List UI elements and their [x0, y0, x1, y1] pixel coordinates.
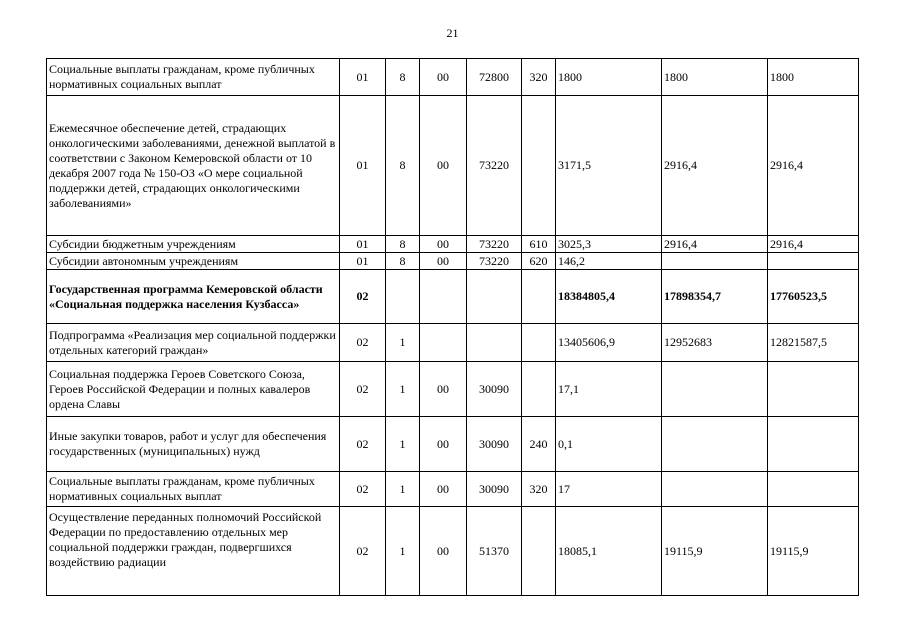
row-value-year2: 17898354,7: [662, 270, 768, 324]
table-row: [47, 236, 859, 253]
row-value-year2: 1800: [662, 59, 768, 96]
row-name: Иные закупки товаров, работ и услуг для обеспечения государственных (муниципальных) нужд: [47, 417, 340, 472]
row-code-event: 00: [420, 417, 467, 472]
budget-table: [46, 58, 859, 596]
row-code-subprogram: 1: [386, 472, 420, 507]
row-value-year1: 3171,5: [556, 96, 662, 236]
row-code-event: [420, 324, 467, 362]
row-code-section: 01: [340, 236, 386, 253]
row-value-year3: 17760523,5: [768, 270, 859, 324]
row-name: Субсидии автономным учреждениям: [47, 253, 340, 270]
row-value-year2: [662, 253, 768, 270]
row-value-year2: [662, 417, 768, 472]
table-row: [47, 253, 859, 270]
row-value-year3: 1800: [768, 59, 859, 96]
row-code-subprogram: 8: [386, 59, 420, 96]
row-code-section: 01: [340, 96, 386, 236]
row-name: Государственная программа Кемеровской области «Социальная поддержка населения Кузбасса»: [47, 270, 340, 324]
row-value-year2: [662, 362, 768, 417]
row-code-direction: 30090: [467, 362, 522, 417]
row-code-expense-type: [522, 324, 556, 362]
row-value-year3: 19115,9: [768, 507, 859, 596]
row-value-year1: 3025,3: [556, 236, 662, 253]
row-code-section: 02: [340, 507, 386, 596]
row-code-event: 00: [420, 96, 467, 236]
row-code-direction: 73220: [467, 96, 522, 236]
row-code-event: 00: [420, 253, 467, 270]
table-row: [47, 270, 859, 324]
row-value-year3: [768, 417, 859, 472]
row-value-year2: 12952683: [662, 324, 768, 362]
row-name: Осуществление переданных полномочий Российской Федерации по предоставлению отдельных мер социальной поддержки граждан, подвергшихся воздействию радиации: [47, 507, 340, 596]
row-code-expense-type: 620: [522, 253, 556, 270]
row-code-section: 02: [340, 472, 386, 507]
table-row: [47, 472, 859, 507]
row-code-expense-type: 320: [522, 472, 556, 507]
row-code-section: 02: [340, 417, 386, 472]
row-code-subprogram: 1: [386, 362, 420, 417]
row-code-direction: 51370: [467, 507, 522, 596]
row-code-subprogram: 8: [386, 96, 420, 236]
row-value-year3: 2916,4: [768, 96, 859, 236]
row-code-direction: [467, 270, 522, 324]
row-value-year3: 2916,4: [768, 236, 859, 253]
row-code-event: 00: [420, 362, 467, 417]
row-code-expense-type: [522, 270, 556, 324]
row-code-section: 01: [340, 253, 386, 270]
row-code-direction: [467, 324, 522, 362]
row-value-year1: 17: [556, 472, 662, 507]
row-value-year1: 18085,1: [556, 507, 662, 596]
row-code-expense-type: [522, 507, 556, 596]
table-row: [47, 324, 859, 362]
row-code-event: [420, 270, 467, 324]
row-code-subprogram: 8: [386, 253, 420, 270]
row-code-section: 02: [340, 270, 386, 324]
row-code-expense-type: [522, 96, 556, 236]
row-name: Социальные выплаты гражданам, кроме публичных нормативных социальных выплат: [47, 59, 340, 96]
row-value-year1: 1800: [556, 59, 662, 96]
row-value-year1: 17,1: [556, 362, 662, 417]
row-code-direction: 72800: [467, 59, 522, 96]
row-code-expense-type: [522, 362, 556, 417]
row-code-event: 00: [420, 507, 467, 596]
table-row: [47, 59, 859, 96]
row-value-year2: [662, 472, 768, 507]
row-name: Социальная поддержка Героев Советского Союза, Героев Российской Федерации и полных кавалеров ордена Славы: [47, 362, 340, 417]
table-row: [47, 417, 859, 472]
row-code-direction: 30090: [467, 472, 522, 507]
row-value-year3: [768, 472, 859, 507]
row-name: Подпрограмма «Реализация мер социальной поддержки отдельных категорий граждан»: [47, 324, 340, 362]
row-value-year1: 146,2: [556, 253, 662, 270]
row-value-year2: 2916,4: [662, 96, 768, 236]
row-value-year3: [768, 362, 859, 417]
row-code-direction: 30090: [467, 417, 522, 472]
row-value-year1: 18384805,4: [556, 270, 662, 324]
row-code-subprogram: 1: [386, 417, 420, 472]
row-code-event: 00: [420, 472, 467, 507]
row-code-expense-type: 320: [522, 59, 556, 96]
row-value-year1: 13405606,9: [556, 324, 662, 362]
row-code-expense-type: 610: [522, 236, 556, 253]
row-value-year3: 12821587,5: [768, 324, 859, 362]
row-value-year3: [768, 253, 859, 270]
row-value-year1: 0,1: [556, 417, 662, 472]
table-row: [47, 96, 859, 236]
row-name: Ежемесячное обеспечение детей, страдающих онкологическими заболеваниями, денежной выплатой в соответствии с Законом Кемеровской области от 10 декабря 2007 года № 150-ОЗ «О мере социальной поддержки детей, страдающих онкологическими заболеваниями»: [47, 96, 340, 236]
row-value-year2: 2916,4: [662, 236, 768, 253]
row-code-section: 02: [340, 324, 386, 362]
row-name: Социальные выплаты гражданам, кроме публичных нормативных социальных выплат: [47, 472, 340, 507]
row-code-direction: 73220: [467, 253, 522, 270]
row-code-event: 00: [420, 236, 467, 253]
row-code-expense-type: 240: [522, 417, 556, 472]
table-row: [47, 507, 859, 596]
page-number: 21: [446, 26, 459, 40]
table-row: [47, 362, 859, 417]
row-code-subprogram: 1: [386, 324, 420, 362]
row-code-event: 00: [420, 59, 467, 96]
row-code-section: 02: [340, 362, 386, 417]
row-name: Субсидии бюджетным учреждениям: [47, 236, 340, 253]
row-code-subprogram: 1: [386, 507, 420, 596]
row-code-subprogram: 8: [386, 236, 420, 253]
row-code-section: 01: [340, 59, 386, 96]
row-code-direction: 73220: [467, 236, 522, 253]
row-code-subprogram: [386, 270, 420, 324]
row-value-year2: 19115,9: [662, 507, 768, 596]
